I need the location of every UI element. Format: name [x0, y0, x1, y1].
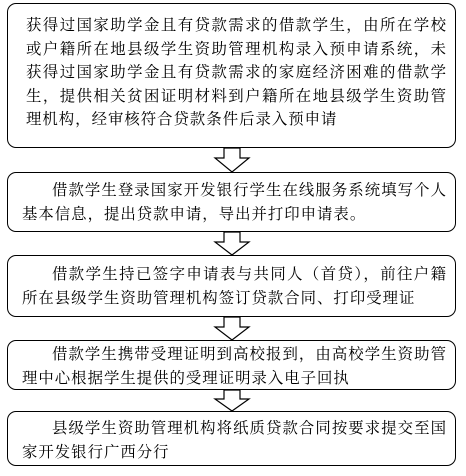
step-1-text: 获得过国家助学金且有贷款需求的借款学生，由所在学校或户籍所在地县级学生资助管理机构录入预申请系统，未获得过国家助学金且有贷款需求的家庭经济困难的借款学生，提供相关贫困证明材料到户籍所在地县级学生资助管理机构，经审核符合贷款条件后录入预申请	[26, 16, 447, 128]
step-5-text: 县级学生资助管理机构将纸质贷款合同按要求提交至国家开发银行广西分行	[22, 419, 447, 461]
step-4-box	[7, 340, 456, 390]
step-4-text: 借款学生携带受理证明到高校报到，由高校学生资助管理中心根据学生提供的受理证明录入电子回执	[22, 345, 447, 387]
step-3-text: 借款学生持已签字申请表与共同人（首贷），前往户籍所在县级学生资助管理机构签订贷款合同、打印受理证	[22, 265, 447, 307]
step-1-box	[7, 3, 456, 148]
step-3-box	[7, 255, 456, 317]
down-arrow-2	[215, 232, 249, 255]
step-2-box	[7, 172, 456, 232]
step-2-text: 借款学生登录国家开发银行学生在线服务系统填写个人基本信息，提出贷款申请，导出并打印申请表。	[22, 181, 447, 223]
down-arrow-1	[215, 148, 249, 172]
down-arrow-3	[215, 317, 249, 340]
step-5-box	[7, 411, 456, 466]
down-arrow-4	[215, 390, 249, 411]
